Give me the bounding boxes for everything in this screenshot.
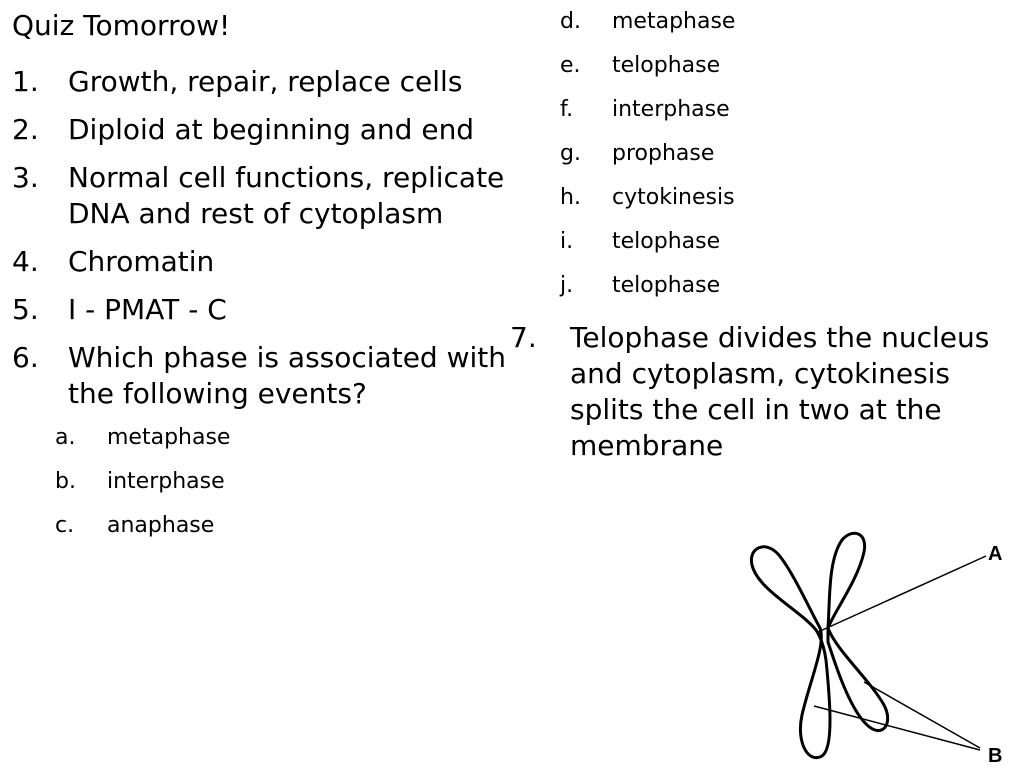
phase-item-j xyxy=(560,264,735,308)
label-b-line-2 xyxy=(814,706,980,750)
answer-item-5 xyxy=(12,292,508,328)
label-a: A xyxy=(988,543,1003,565)
answer-item-6 xyxy=(12,340,508,548)
answer-number: 4. xyxy=(12,245,39,278)
label-b: B xyxy=(988,745,1003,767)
phase-text: metaphase xyxy=(612,9,736,34)
phase-item-b xyxy=(55,460,508,504)
answer-text: Which phase is associated with the following events? xyxy=(68,341,506,410)
answer-item-7 xyxy=(510,320,1010,464)
answer-text: Normal cell functions, replicate DNA and rest of cytoplasm xyxy=(68,161,505,230)
phase-text: anaphase xyxy=(107,513,215,538)
phase-letter: b. xyxy=(55,469,76,494)
answer-text: Telophase divides the nucleus and cytoplasm, cytokinesis splits the cell in two at the membrane xyxy=(570,321,990,462)
answer-item-3 xyxy=(12,160,508,232)
chromosome-svg xyxy=(730,520,1024,768)
phase-text: telophase xyxy=(612,229,721,254)
chromosome-left-chromatid xyxy=(751,547,830,758)
answer-list xyxy=(12,64,508,560)
answer-item-4 xyxy=(12,244,508,280)
answer-number: 5. xyxy=(12,293,39,326)
phase-letter: d. xyxy=(560,9,581,34)
chromosome-diagram xyxy=(730,520,1024,768)
phase-text: telophase xyxy=(612,53,721,78)
phase-sublist-left xyxy=(55,416,508,548)
phase-item-i xyxy=(560,220,735,264)
phase-letter: f. xyxy=(560,97,574,122)
phase-letter: a. xyxy=(55,425,76,450)
phase-text: metaphase xyxy=(107,425,231,450)
phase-letter: h. xyxy=(560,185,581,210)
phase-item-h xyxy=(560,176,735,220)
phase-letter: j. xyxy=(560,273,574,298)
answer-text: I - PMAT - C xyxy=(68,293,227,326)
answer-number: 7. xyxy=(510,321,537,354)
phase-text: interphase xyxy=(612,97,730,122)
chromosome-right-chromatid xyxy=(828,533,888,730)
phase-letter: i. xyxy=(560,229,574,254)
answer-item-2 xyxy=(12,112,508,148)
phase-letter: c. xyxy=(55,513,75,538)
answer-item-1 xyxy=(12,64,508,100)
answer-number: 3. xyxy=(12,161,39,194)
phase-item-d xyxy=(560,0,735,44)
answer-number: 1. xyxy=(12,65,39,98)
phase-letter: e. xyxy=(560,53,581,78)
phase-text: telophase xyxy=(612,273,721,298)
phase-text: prophase xyxy=(612,141,715,166)
answer-text: Diploid at beginning and end xyxy=(68,113,475,146)
phase-sublist-right xyxy=(560,0,735,308)
answer-number: 2. xyxy=(12,113,39,146)
answer-text: Chromatin xyxy=(68,245,215,278)
phase-item-e xyxy=(560,44,735,88)
answer-text: Growth, repair, replace cells xyxy=(68,65,463,98)
phase-item-a xyxy=(55,416,508,460)
answer-number: 6. xyxy=(12,341,39,374)
phase-item-g xyxy=(560,132,735,176)
answer-list-continued xyxy=(510,320,1010,476)
slide-title: Quiz Tomorrow! xyxy=(12,9,231,42)
phase-item-c xyxy=(55,504,508,548)
phase-text: interphase xyxy=(107,469,225,494)
phase-item-f xyxy=(560,88,735,132)
phase-letter: g. xyxy=(560,141,581,166)
phase-text: cytokinesis xyxy=(612,185,735,210)
